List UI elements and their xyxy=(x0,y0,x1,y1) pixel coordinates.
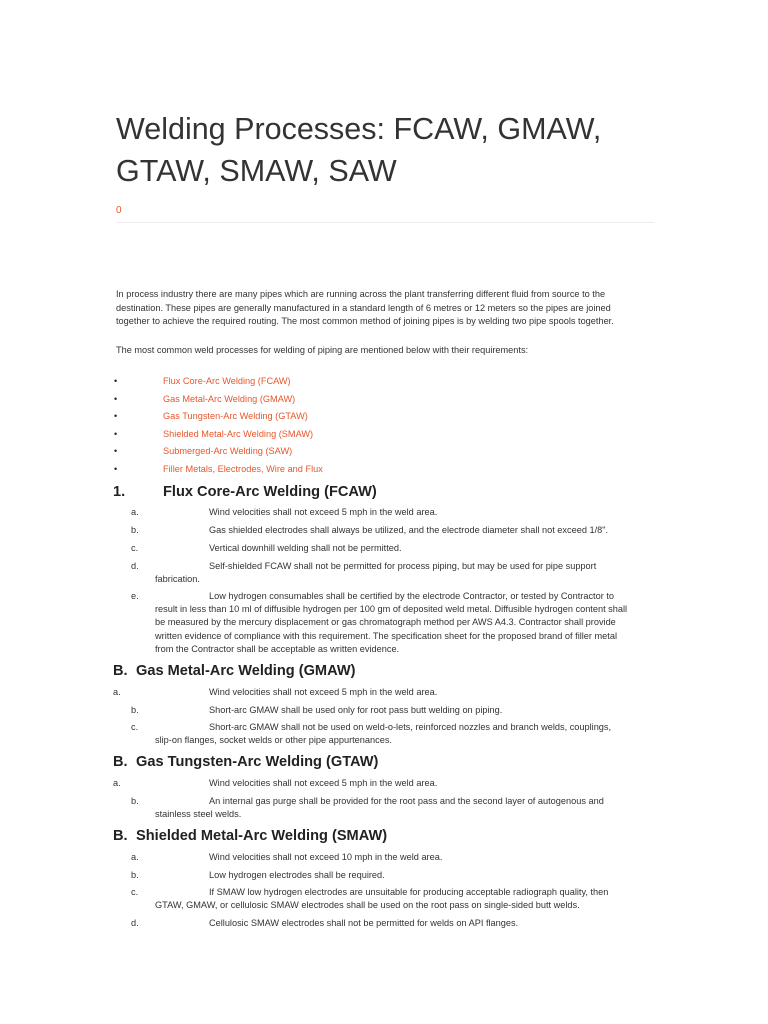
toc-link-filler[interactable]: Filler Metals, Electrodes, Wire and Flux xyxy=(163,464,323,474)
intro-line: together to achieve the required routing. The most common method of joining pipes is by welding two pipe spools together. xyxy=(116,316,614,327)
section-number: B. xyxy=(113,828,128,844)
item-text: Cellulosic SMAW electrodes shall not be permitted for welds on API flanges. xyxy=(209,918,519,928)
item-marker: c. xyxy=(131,887,139,897)
item-text: Wind velocities shall not exceed 5 mph in the weld area. xyxy=(209,687,438,697)
item-text: slip-on flanges, socket welds or other pipe appurtenances. xyxy=(155,735,392,746)
title-line: Welding Processes: FCAW, GMAW, xyxy=(116,112,602,146)
bullet-icon: • xyxy=(114,464,118,474)
toc-link-saw[interactable]: Submerged-Arc Welding (SAW) xyxy=(163,446,293,457)
title-line: GTAW, SMAW, SAW xyxy=(116,154,397,188)
item-text: An internal gas purge shall be provided for the root pass and the second layer of autogenous and xyxy=(209,796,604,806)
item-marker: b. xyxy=(131,796,139,806)
bullet-icon: • xyxy=(114,446,118,457)
divider xyxy=(116,222,654,223)
item-text: Wind velocities shall not exceed 5 mph in the weld area. xyxy=(209,778,438,788)
item-marker: d. xyxy=(131,918,139,928)
bullet-icon: • xyxy=(114,376,118,386)
item-marker: d. xyxy=(131,561,139,571)
intro-line: destination. These pipes are generally manufactured in a standard length of 6 metres or 12 meters so the pipes are joined xyxy=(116,302,611,313)
bullet-icon: • xyxy=(114,411,118,422)
bullet-icon: • xyxy=(114,428,118,439)
item-text: GTAW, GMAW, or cellulosic SMAW electrodes shall be used on the root pass on single-sided butt welds. xyxy=(155,900,580,911)
item-marker: a. xyxy=(131,852,139,862)
item-text: Short-arc GMAW shall not be used on weld-o-lets, reinforced nozzles and branch welds, couplings, xyxy=(209,722,612,732)
item-text: fabrication. xyxy=(155,574,200,585)
item-text: Short-arc GMAW shall be used only for root pass butt welding on piping. xyxy=(209,705,503,715)
item-text: Wind velocities shall not exceed 10 mph in the weld area. xyxy=(209,852,443,862)
section-title: Flux Core-Arc Welding (FCAW) xyxy=(163,484,377,500)
item-marker: e. xyxy=(131,591,139,601)
item-text: Vertical downhill welding shall not be permitted. xyxy=(209,543,402,553)
item-text: stainless steel welds. xyxy=(155,809,242,820)
page-title xyxy=(116,108,656,192)
item-text: result in less than 10 ml of diffusible hydrogen per 100 gm of deposited weld metal. Diffusible hydrogen content shall xyxy=(155,604,628,615)
item-text: from the Contractor shall be acceptable as written evidence. xyxy=(155,643,400,654)
comment-count-link[interactable]: 0 xyxy=(116,205,122,216)
section-title: Gas Metal-Arc Welding (GMAW) xyxy=(136,663,356,679)
toc-link-gmaw[interactable]: Gas Metal-Arc Welding (GMAW) xyxy=(163,393,296,404)
section-heading-fcaw xyxy=(113,483,613,501)
intro-line: In process industry there are many pipes which are running across the plant transferring different fluid from source to the xyxy=(116,289,606,299)
item-marker: b. xyxy=(131,705,139,715)
intro-paragraph xyxy=(116,288,661,329)
toc-link-fcaw[interactable]: Flux Core-Arc Welding (FCAW) xyxy=(163,376,291,386)
item-marker: a. xyxy=(113,687,121,697)
item-text: If SMAW low hydrogen electrodes are unsuitable for producing acceptable radiograph quality, then xyxy=(209,887,609,897)
item-text: Gas shielded electrodes shall always be utilized, and the electrode diameter shall not exceed 1/8". xyxy=(209,525,609,535)
item-text: written evidence of compliance with this requirement. The specification sheet for the proposed brand of filler metal xyxy=(155,630,617,641)
item-text: be measured by the mercury displacement or gas chromatograph method per AWS A4.3. Contractor shall provide xyxy=(155,617,616,628)
intro-paragraph-2: The most common weld processes for welding of piping are mentioned below with their requirements: xyxy=(116,345,529,355)
item-marker: a. xyxy=(113,778,121,788)
section-heading-smaw xyxy=(113,827,613,845)
section-number: B. xyxy=(113,663,128,679)
bullet-icon: • xyxy=(114,393,118,404)
item-marker: c. xyxy=(131,543,139,553)
item-text: Wind velocities shall not exceed 5 mph in the weld area. xyxy=(209,507,438,517)
item-marker: c. xyxy=(131,722,139,732)
item-marker: b. xyxy=(131,525,139,535)
toc-link-gtaw[interactable]: Gas Tungsten-Arc Welding (GTAW) xyxy=(163,411,308,422)
item-marker: b. xyxy=(131,870,139,880)
toc-link-smaw[interactable]: Shielded Metal-Arc Welding (SMAW) xyxy=(163,428,314,439)
section-number: B. xyxy=(113,754,128,770)
item-marker: a. xyxy=(131,507,139,517)
section-heading-gtaw xyxy=(113,753,613,771)
item-text: Low hydrogen electrodes shall be required. xyxy=(209,870,385,880)
item-text: Self-shielded FCAW shall not be permitted for process piping, but may be used for pipe support xyxy=(209,561,597,571)
section-title: Shielded Metal-Arc Welding (SMAW) xyxy=(136,828,388,844)
item-text: Low hydrogen consumables shall be certified by the electrode Contractor, or tested by Contractor to xyxy=(209,591,614,601)
section-title: Gas Tungsten-Arc Welding (GTAW) xyxy=(136,754,379,770)
section-number: 1. xyxy=(113,484,126,500)
section-heading-gmaw xyxy=(113,662,613,680)
